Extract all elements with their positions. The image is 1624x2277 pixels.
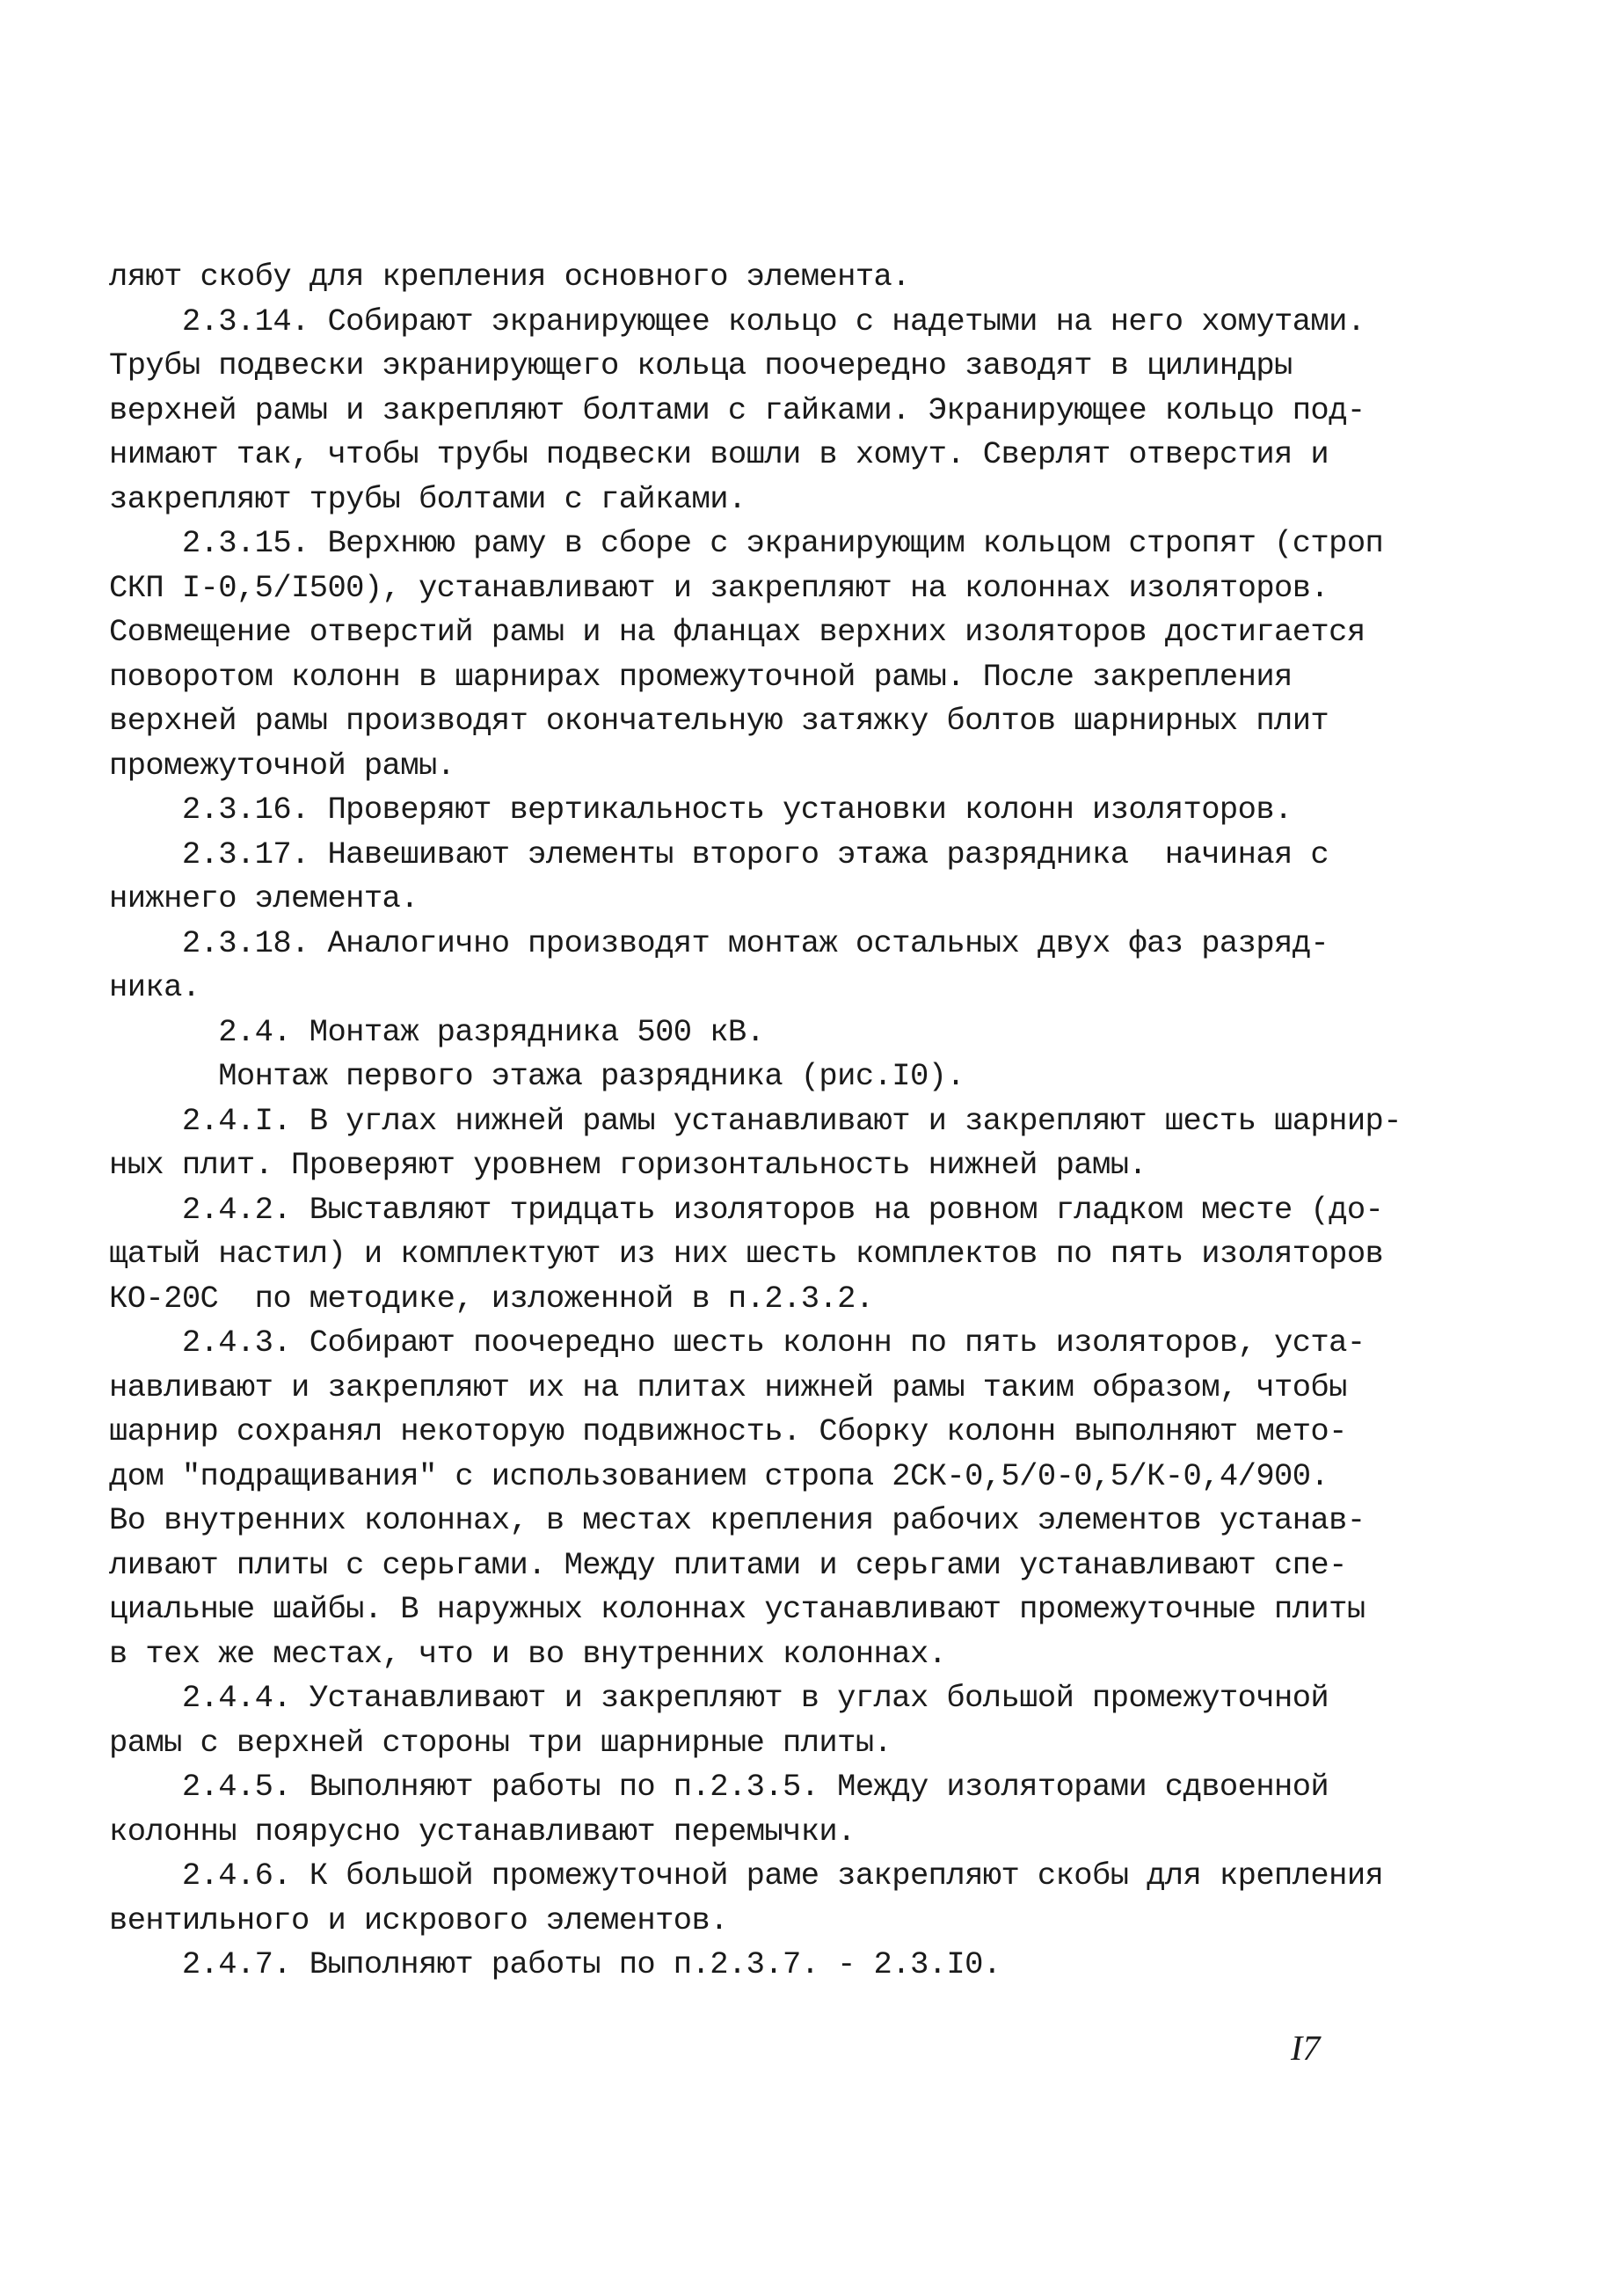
text-line: Монтаж первого этажа разрядника (рис.I0). [109, 1058, 965, 1094]
page-number: I7 [1291, 2028, 1321, 2068]
text-line: рамы с верхней стороны три шарнирные плиты. [109, 1724, 892, 1761]
text-line: дом "подращивания" с использованием стропа 2СК-0,5/0-0,5/К-0,4/900. [109, 1457, 1329, 1494]
text-line: 2.4.7. Выполняют работы по п.2.3.7. - 2.3.I0. [109, 1946, 1001, 1982]
body-text [109, 255, 1402, 1988]
text-line: 2.4.3. Собирают поочередно шесть колонн по пять изоляторов, уста- [109, 1325, 1365, 1361]
text-line: ных плит. Проверяют уровнем горизонтальность нижней рамы. [109, 1147, 1147, 1183]
text-line: промежуточной рамы. [109, 747, 455, 784]
text-line: ника. [109, 969, 200, 1005]
text-line: верхней рамы производят окончательную затяжку болтов шарнирных плит [109, 703, 1329, 739]
text-line: ляют скобу для крепления основного элемента. [109, 259, 910, 295]
text-line: 2.3.16. Проверяют вертикальность установки колонн изоляторов. [109, 792, 1293, 828]
text-line: навливают и закрепляют их на плитах нижней рамы таким образом, чтобы [109, 1368, 1347, 1405]
text-line: вентильного и искрового элементов. [109, 1901, 728, 1938]
text-line: 2.4.4. Устанавливают и закрепляют в углах большой промежуточной [109, 1680, 1329, 1716]
text-line: 2.4.5. Выполняют работы по п.2.3.5. Между изоляторами сдвоенной [109, 1769, 1329, 1805]
text-line: 2.4.2. Выставляют тридцать изоляторов на ровном гладком месте (до- [109, 1191, 1384, 1228]
text-line: циальные шайбы. В наружных колоннах устанавливают промежуточные плиты [109, 1591, 1365, 1627]
text-line: 2.3.14. Собирают экранирующее кольцо с надетыми на него хомутами. [109, 303, 1365, 339]
text-line: 2.3.18. Аналогично производят монтаж остальных двух фаз разряд- [109, 924, 1329, 961]
text-line: 2.3.15. Верхнюю раму в сборе с экранирующим кольцом стропят (строп [109, 525, 1384, 561]
text-line: верхней рамы и закрепляют болтами с гайками. Экранирующее кольцо под- [109, 391, 1365, 428]
text-line: нимают так, чтобы трубы подвески вошли в хомут. Сверлят отверстия и [109, 436, 1329, 472]
text-line: в тех же местах, что и во внутренних колоннах. [109, 1635, 947, 1672]
text-line: Трубы подвески экранирующего кольца поочередно заводят в цилиндры [109, 347, 1293, 383]
text-line: КО-20С по методике, изложенной в п.2.3.2. [109, 1280, 874, 1317]
text-line: колонны поярусно устанавливают перемычки. [109, 1813, 856, 1850]
text-line: шарнир сохранял некоторую подвижность. Сборку колонн выполняют мето- [109, 1413, 1347, 1449]
text-line: закрепляют трубы болтами с гайками. [109, 480, 746, 517]
text-line: щатый настил) и комплектуют из них шесть комплектов по пять изоляторов [109, 1236, 1384, 1272]
text-line: нижнего элемента. [109, 880, 419, 916]
text-line: СКП I-0,5/I500), устанавливают и закрепляют на колоннах изоляторов. [109, 569, 1329, 606]
text-line: ливают плиты с серьгами. Между плитами и серьгами устанавливают спе- [109, 1546, 1347, 1583]
text-line: Во внутренних колоннах, в местах крепления рабочих элементов устанав- [109, 1502, 1365, 1538]
text-line: 2.4.I. В углах нижней рамы устанавливают и закрепляют шесть шарнир- [109, 1102, 1402, 1139]
text-line: 2.3.17. Навешивают элементы второго этажа разрядника начиная с [109, 836, 1329, 872]
text-line: Совмещение отверстий рамы и на фланцах верхних изоляторов достигается [109, 614, 1365, 650]
text-line: 2.4. Монтаж разрядника 500 кВ. [109, 1013, 765, 1050]
text-line: 2.4.6. К большой промежуточной раме закрепляют скобы для крепления [109, 1857, 1384, 1894]
text-line: поворотом колонн в шарнирах промежуточной рамы. После закрепления [109, 658, 1293, 695]
